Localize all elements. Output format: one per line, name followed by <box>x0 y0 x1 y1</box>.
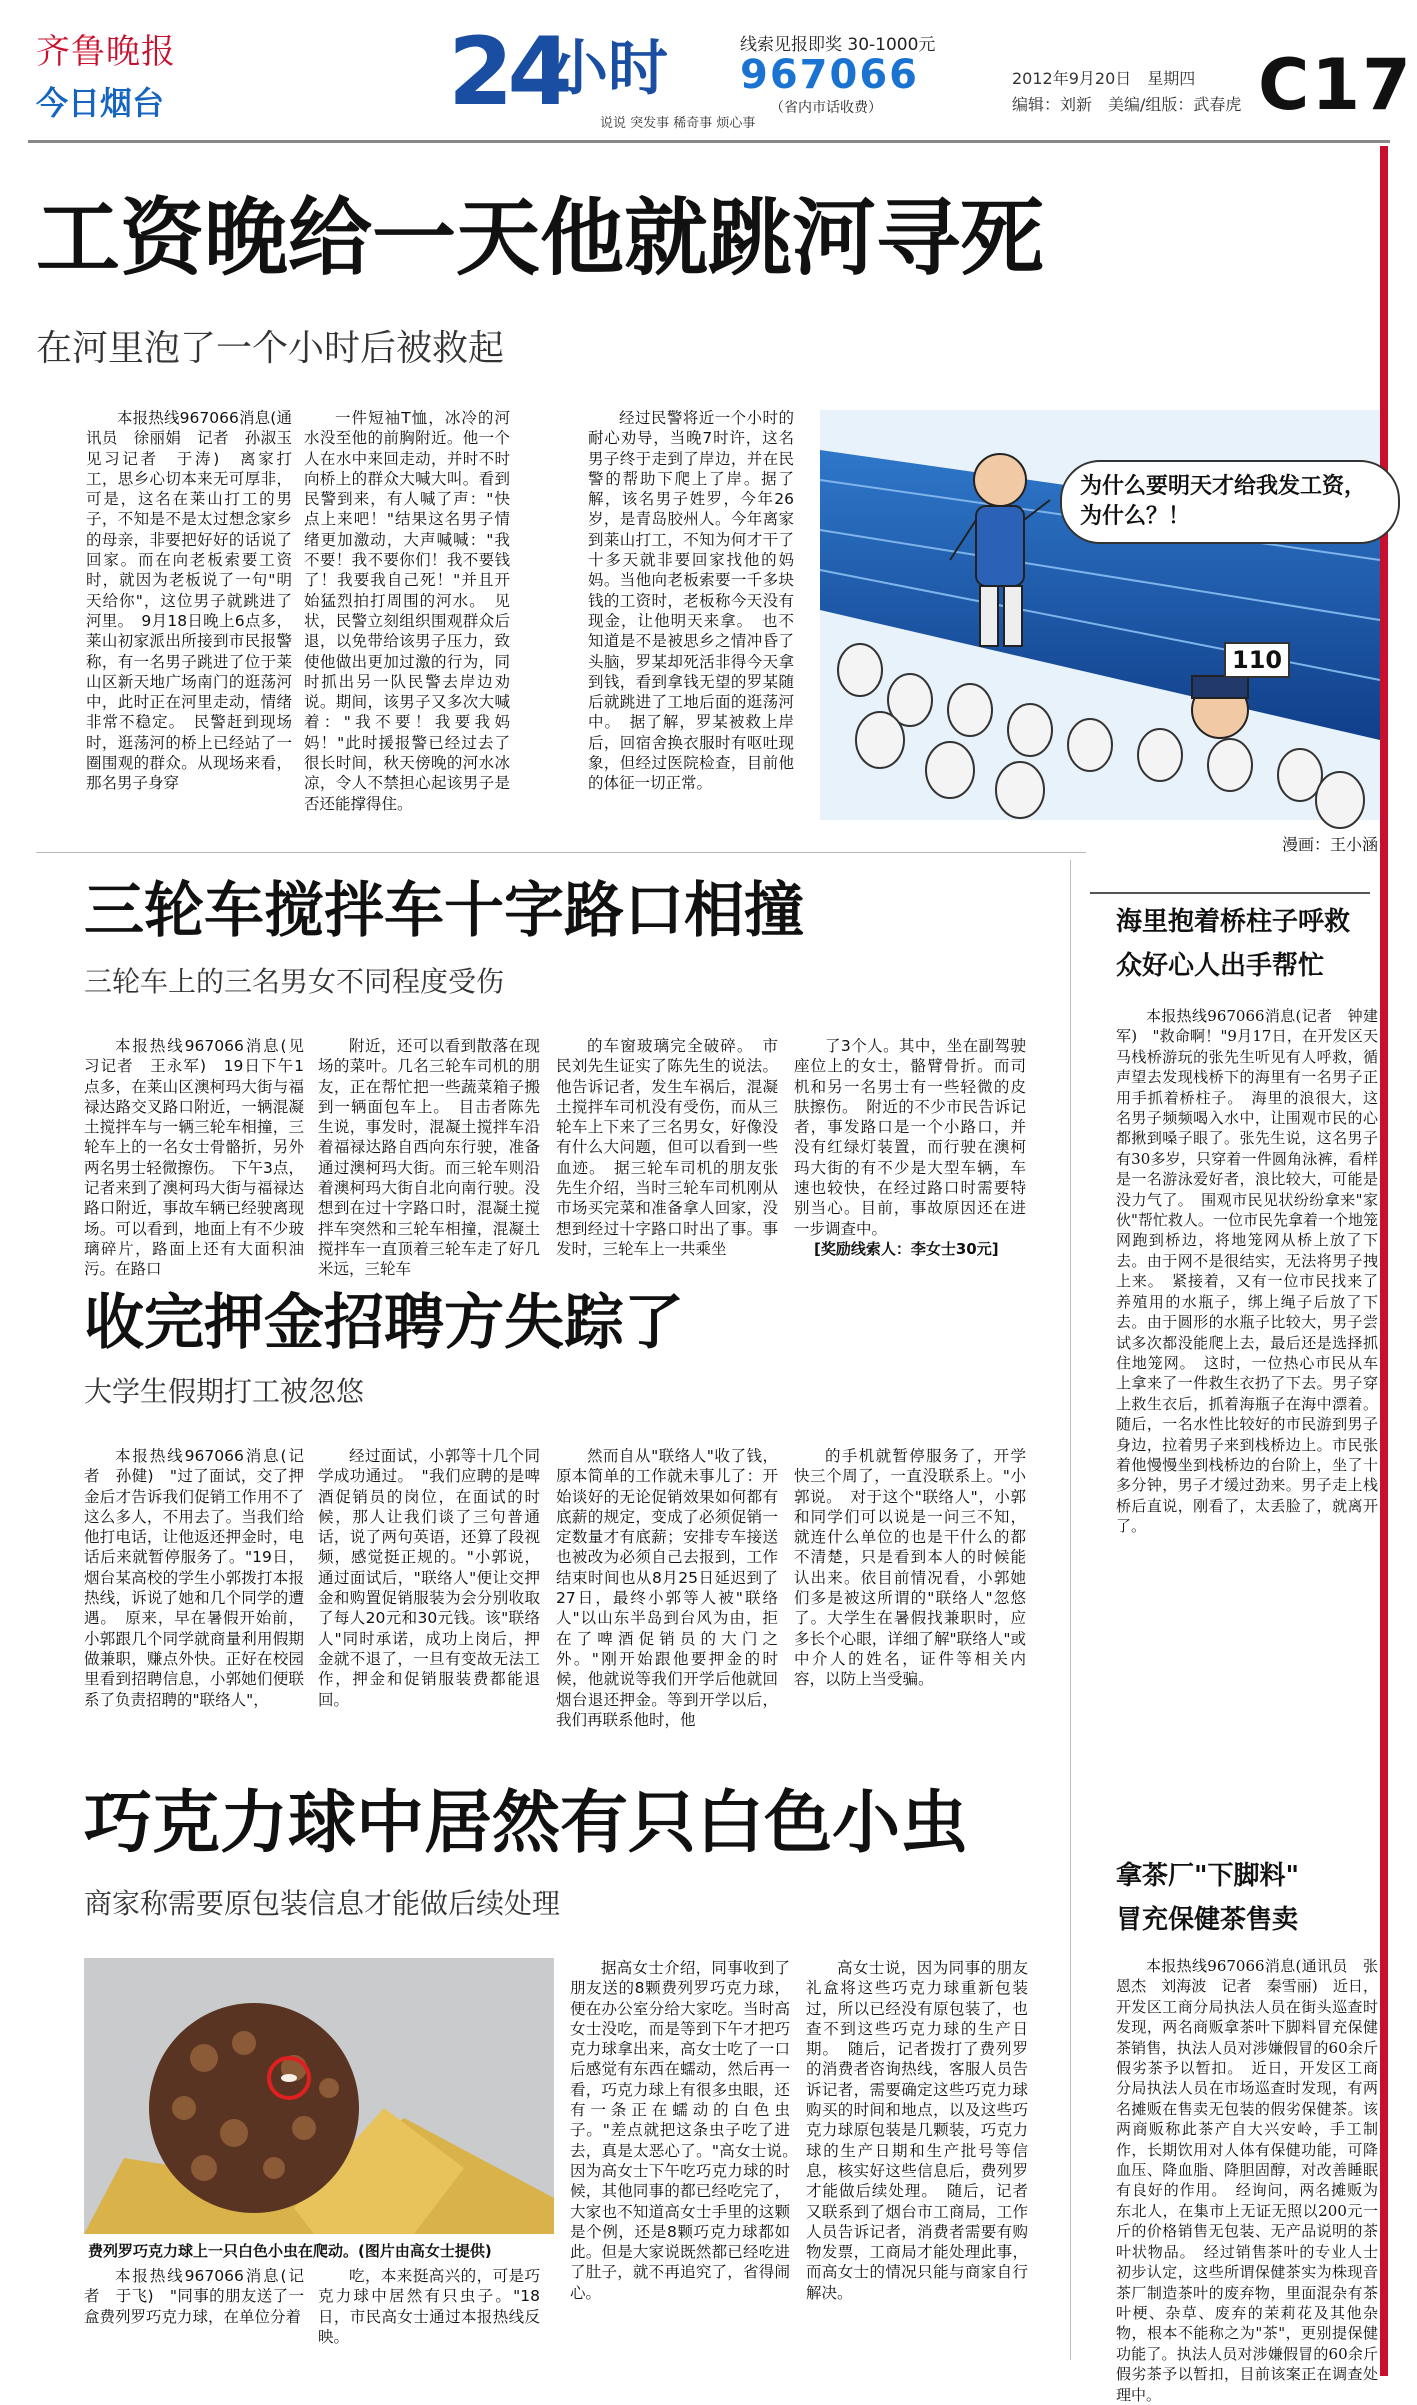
story3-subhead: 大学生假期打工被忽悠 <box>84 1375 365 1408</box>
story2-subhead: 三轮车上的三名男女不同程度受伤 <box>84 965 505 998</box>
issue-date: 2012年9月20日 星期四 <box>1012 69 1196 88</box>
chocolate-photo <box>84 1958 554 2234</box>
story2-column-2: 附近，还可以看到散落在现场的菜叶。几名三轮车司机的朋友，正在帮忙把一些蔬菜箱子搬到一辆面包车上。 目击者陈先生说，事发时，混凝土搅拌车沿着福禄达路自西向东行驶，准备通过澳柯玛大街。而三轮车则沿着澳柯玛大街自北向南行驶。没想到在过十字路口时，混凝土搅拌车突然和三轮车相撞，混凝土搅拌车一直顶着三轮车走了好几米远，三轮车 <box>318 1037 540 1279</box>
story4-column-3: 据高女士介绍，同事收到了朋友送的8颗费列罗巧克力球，便在办公室分给大家吃。当时高女士没吃，而是等到下午才把巧克力球拿出来，高女士吃了一口后感觉有东西在蠕动，然后再一看，巧克力球上有很多虫眼，还有一条正在蠕动的白色虫子。"差点就把这条虫子吃了进去，真是太恶心了。"高女士说。 因为高女士下午吃巧克力球的时候，其他同事的都已经吃完了，大家也不知道高女士手里的这颗是个例，还是8颗巧克力球都如此。但是大家说既然都已经吃进了肚子，就不再追究了，省得闹心。 <box>570 1959 806 2302</box>
story2-award: [奖励线索人：李女士30元] <box>814 1240 999 1258</box>
story2-headline: 三轮车搅拌车十字路口相撞 <box>84 876 804 946</box>
story3-column-1: 本报热线967066消息(记者 孙健) "过了面试，交了押金后才告诉我们促销工作用不了这么多人，不用去了。当我们给他打电话，让他返还押金时，电话后来就暂停服务了。"19日，烟台某高校的学生小郭拨打本报热线，诉说了她和几个同学的遭遇。 原来，早在暑假开始前，小郭跟几个同学就商量利用假期做兼职，赚点外快。正好在校园里看到招聘信息，小郭她们便联系了负责招聘的"联络人"， <box>84 1447 304 1709</box>
story1-column-3: 经过民警将近一个小时的耐心劝导，当晚7时许，这名男子终于走到了岸边，并在民警的帮助下爬上了岸。据了解，该名男子姓罗，今年26岁，是青岛胶州人。今年离家到莱山打工，不知为何才干了十多天就非要回家找他的妈妈。当他向老板索要一千多块钱的工资时，老板称今天没有现金，让他明天来拿。 也不知道是不是被思乡之情冲昏了头脑，罗某却死活非得今天拿到钱，看到拿钱无望的罗某随后就跳进了工地后面的逛荡河中。 据了解，罗某被救上岸后，回宿舍换衣服时有呕吐现象，但经过医院检查，目前他的体征一切正常。 <box>588 409 794 793</box>
story3-column-2: 经过面试，小郭等十几个同学成功通过。 "我们应聘的是啤酒促销员的岗位，在面试的时候，那人让我们谈了三句普通话，说了两句英语，还算了段视频，感觉挺正规的。"小郭说，通过面试后，"联络人"便让交押金和购置促销服装为会分别收取了每人20元和30元钱。该"联络人"同时承诺，成功上岗后，押金就不退了，一旦有变故无法工作，押金和促销服装费都能退回。 <box>318 1447 540 1709</box>
story4-column-4: 高女士说，因为同事的朋友礼盒将这些巧克力球重新包装过，所以已经没有原包装了，也查不到这些巧克力球的生产日期。 随后，记者拨打了费列罗的消费者咨询热线，客服人员告诉记者，需要确定这些巧克力球购买的时间和地点，以及这些巧克力球原包装是几颗装，巧克力球的生产日期和生产批号等信息，核实好这些信息后，费列罗才能做后续处理。 随后，记者又联系到了烟台市工商局，工作人员告诉记者，消费者需要有购物发票，工商局才能处理此事，而高女士的情况只能与商家自行解决。 <box>806 1959 1028 2302</box>
side2-body: 本报热线967066消息(通讯员 张恩杰 刘海波 记者 秦雪丽) 近日，开发区工商分局执法人员在街头巡查时发现，两名商贩拿茶叶下脚料冒充保健茶销售，执法人员对涉嫌假冒的60余斤假劣茶予以暂扣。 近日，开发区工商分局执法人员在市场巡查时发现，有两名摊贩在售卖无包装的假劣保健茶。该两商贩称此茶产自大兴安岭，手工制作，长期饮用对人体有保健功能，可降血压、降血脂、降胆固醇，对改善睡眠有良好的作用。 经询问，两名摊贩为东北人，在集市上无证无照以200元一斤的价格销售无包装、无产品说明的茶叶状物品。 经过销售茶叶的专业人士初步认定，这些所谓保健茶实为株现音茶厂制造茶叶的废弃物，里面混杂有茶叶梗、杂草、废弃的茉莉花及其他杂物，根本不能称之为"茶"，更别提保健功能了。执法人员对涉嫌假冒的60余斤假劣茶予以暂扣，目前该案正在调查处理中。 <box>1116 1957 1378 2404</box>
logo-slogan: 说说 突发事 稀奇事 烦心事 <box>600 116 756 131</box>
sidebar <box>1090 856 1378 2404</box>
story4-column-1: 本报热线967066消息(记者 于飞) "同事的朋友送了一盒费列罗巧克力球，在单位分着 <box>84 2267 304 2326</box>
sidebar-divider <box>1070 860 1071 2360</box>
story4-subhead: 商家称需要原包装信息才能做后续处理 <box>84 1887 561 1920</box>
hotline-number: 967066 <box>740 52 919 98</box>
story1-subhead: 在河里泡了一个小时后被救起 <box>36 328 505 369</box>
story4-headline: 巧克力球中居然有只白色小虫 <box>84 1784 969 1863</box>
story3-column-4: 的手机就暂停服务了，开学快三个周了，一直没联系上。"小郭说。 对于这个"联络人"，小郭和同学们可以说是一问三不知，就连什么单位的也是干什么的都不清楚，只是看到本人的时候能认出来。依目前情况看，小郭她们多是被这所谓的"联络人"忽悠了。大学生在暑假找兼职时，应多长个心眼，详细了解"联络人"或中介人的姓名，证件等相关内容，以防上当受骗。 <box>794 1447 1026 1689</box>
cartoon-credit: 漫画：王小涵 <box>1282 835 1379 854</box>
side2-title-line2: 冒充保健茶售卖 <box>1116 1905 1299 1935</box>
story1-column-1: 本报热线967066消息(通讯员 徐丽娟 记者 孙淑玉 见习记者 于涛) 离家打工，思乡心切本来无可厚非，可是，这名在莱山打工的男子，不知是不是太过想念家乡的母亲，非要把好好的话说了回家。而在向老板索要工资时，就因为老板说了一句"明天给你"，这位男子就跳进了河里。 9月18日晚上6点多，莱山初家派出所接到市民报警称，有一名男子跳进了位于莱山区新天地广场南门的逛荡河中，此时正在河里走动，情绪非常不稳定。 民警赶到现场时，逛荡河的桥上已经站了一圈围观的群众。从现场来看，那名男子身穿 <box>86 409 308 793</box>
side1-body: 本报热线967066消息(记者 钟建军) "救命啊！"9月17日，在开发区天马栈桥游玩的张先生听见有人呼救，循声望去发现栈桥下的海里有一名男子正用手抓着桥柱子。 海里的浪很大，这名男子频频喝入水中，让围观市民的心都揪到嗓子眼了。张先生说，这名男子有30多岁，只穿着一件圆角泳裤，看样是一名游泳爱好者，浪比较大，可能是没力气了。 围观市民见状纷纷拿来"家伙"帮忙救人。一位市民先拿着一个地笼网跑到桥边，将地笼网从桥上放了下去。由于网不是很结实，无法将男子拽上来。 紧接着，又有一位市民找来了养殖用的水瓶子，绑上绳子后放了下去。由于圆形的水瓶子比较大，男子尝试多次都没能爬上去，最后还是选择抓住地笼网。 这时，一位热心市民从车上拿来了一件救生衣扔了下去。男子穿上救生衣后，抓着海瓶子在海中漂着。随后，一名水性比较好的市民游到男子身边，拉着男子来到栈桥边上。市民张着他慢慢坐到栈桥边的台阶上，坐了十多分钟，男子才缓过劲来。男子走上栈桥后直说，刚看了，太丢脸了，就离开了。 <box>1116 1007 1378 1536</box>
section-divider <box>36 852 1086 853</box>
sidebar-top-rule <box>1090 892 1370 894</box>
hotline-note: （省内市话收费） <box>770 100 882 116</box>
hotline-label: 线索见报即奖 30-1000元 <box>740 35 936 55</box>
story4-column-2: 吃，本来挺高兴的，可是巧克力球中居然有只虫子。"18日，市民高女士通过本报热线反映。 <box>318 2267 540 2346</box>
page-number: C17 <box>1258 44 1413 126</box>
cartoon-illustration <box>820 410 1380 820</box>
newspaper-brand: 齐鲁晚报 <box>36 32 176 72</box>
story3-column-3: 然而自从"联络人"收了钱，原本简单的工作就未事儿了：开始谈好的无论促销效果如何都有底薪的规定，变成了必须促销一定数量才有底薪；安排专车接送也被改为必须自己去报到，工作结束时间也从8月25日延迟到了27日，最终小郭等人被"联络人"以山东半岛到台风为由，拒在了啤酒促销员的大门之外。"刚开始跟他要押金的时候，他就说等我们开学后他就回烟台退还押金。等到开学以后，我们再联系他时，他 <box>556 1447 778 1729</box>
header-rule <box>28 140 1390 143</box>
chocolate-drawing <box>84 1958 554 2234</box>
cartoon-110-sign: 110 <box>1224 642 1290 678</box>
section-name: 今日烟台 <box>36 84 165 122</box>
logo-24: 24 <box>448 18 567 127</box>
photo-caption: 费列罗巧克力球上一只白色小虫在爬动。(图片由高女士提供) <box>88 2242 492 2260</box>
editors-line: 编辑：刘新 美编/组版：武春虎 <box>1012 95 1242 114</box>
side1-title-line2: 众好心人出手帮忙 <box>1116 951 1325 981</box>
story2-column-3: 的车窗玻璃完全破碎。 市民刘先生证实了陈先生的说法。他告诉记者，发生车祸后，混凝土搅拌车司机没有受伤，而从三轮车上下来了三名男女，好像没有什么大问题，但可以看到一些血迹。 据三轮车司机的朋友张先生介绍，当时三轮车司机刚从市场买完菜和准备拿人回家，没想到经过十字路口时出了事。事发时，三轮车上一共乘坐 <box>556 1037 778 1258</box>
story3-headline: 收完押金招聘方失踪了 <box>84 1288 684 1358</box>
logo-hours: 小时 <box>548 34 668 104</box>
story2-column-4: 了3个人。其中，坐在副驾驶座位上的女士，骼臂骨折。而司机和另一名男士有一些轻微的皮肤擦伤。 附近的不少市民告诉记者，事发路口是一个小路口，并没有红绿灯装置，而行驶在澳柯玛大街的有不少是大型车辆，车速也较快，在经过路口时需要特别当心。目前，事故原因还在进一步调查中。 <box>794 1037 1026 1238</box>
side2-title-line1: 拿茶厂"下脚料" <box>1116 1861 1300 1891</box>
story2-column-1: 本报热线967066消息(见习记者 王永军) 19日下午1点多，在莱山区澳柯玛大街与福禄达路交叉路口附近，一辆混凝土搅拌车与一辆三轮车相撞，三轮车上的一名女士骨骼折，另外两名男士轻微擦伤。 下午3点，记者来到了澳柯玛大街与福禄达路口附近，事故车辆已经驶离现场。可以看到，地面上有不少玻璃碎片，路面上还有大面积油污。在路口 <box>84 1037 304 1279</box>
cartoon-speech-bubble: 为什么要明天才给我发工资，为什么？！ <box>1060 460 1400 544</box>
side1-title-line1: 海里抱着桥柱子呼救 <box>1116 907 1351 937</box>
story1-headline: 工资晚给一天他就跳河寻死 <box>36 189 1045 287</box>
story1-column-2: 一件短袖T恤，冰冷的河水没至他的前胸附近。他一个人在水中来回走动，并时不时向桥上的群众大喊大叫。看到民警到来，有人喊了声："快点上来吧！"结果这名男子情绪更加激动，大声喊喊："我不要！我不要你们！我不要钱了！我要我自己死！"并且开始猛烈拍打周围的河水。 见状，民警立刻组织围观群众后退，以免带给该男子压力，致使他做出更加过激的行为，同时抓出另一队民警去岸边劝说。期间，该男子又多次大喊着："我不要！我要我妈妈！"此时援报警已经过去了很长时间，秋天傍晚的河水冰凉，令人不禁担心起该男子是否还能撑得住。 <box>304 409 510 813</box>
